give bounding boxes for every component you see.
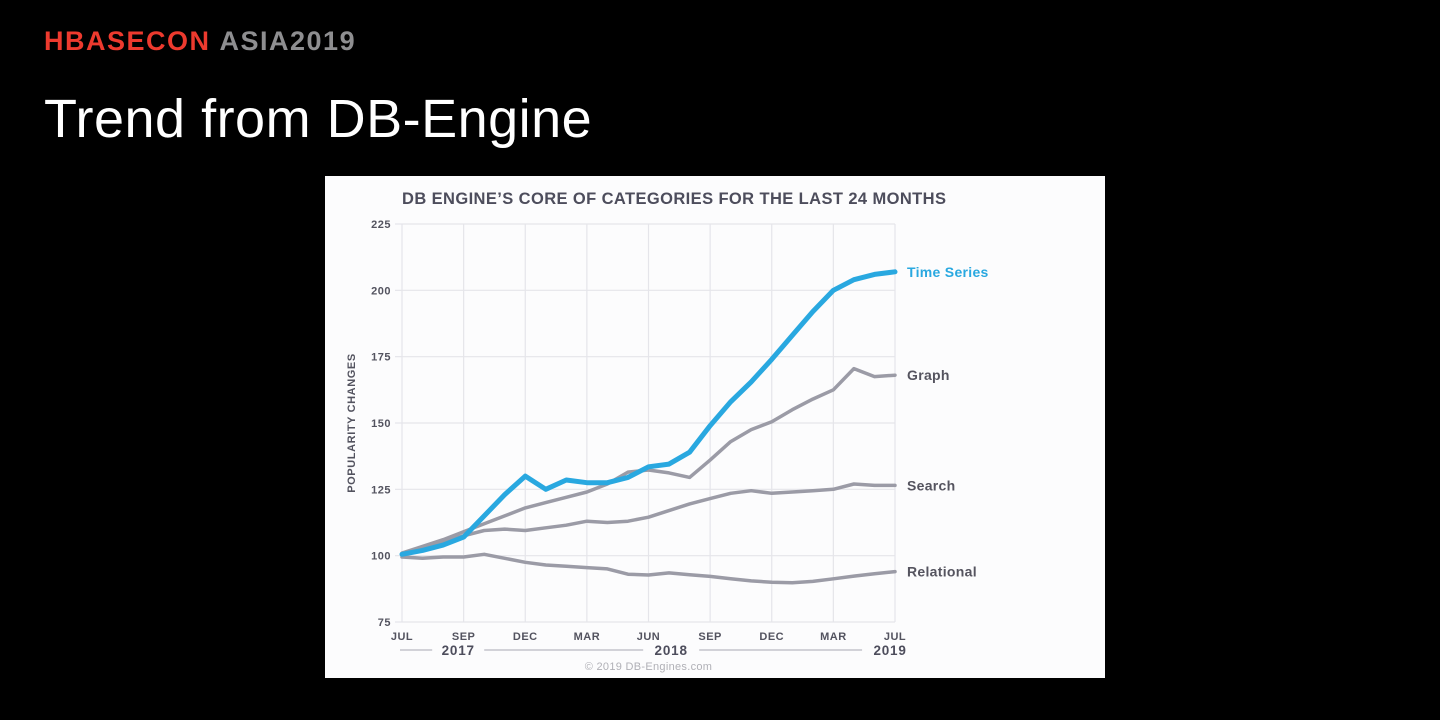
y-tick-label: 200: [371, 285, 391, 298]
y-tick-label: 175: [371, 351, 391, 364]
x-tick-label: MAR: [573, 631, 601, 643]
year-label: 2017: [441, 643, 475, 658]
line-chart: [325, 176, 1105, 678]
x-tick-label: MAR: [820, 631, 847, 643]
x-tick-label: JUL: [390, 631, 414, 643]
x-tick-label: JUN: [636, 631, 661, 643]
year-axis: [400, 643, 907, 658]
x-tick-label: DEC: [512, 631, 538, 643]
x-tick-label: SEP: [698, 631, 722, 643]
y-tick-label: 225: [371, 219, 391, 231]
year-label: 2018: [654, 643, 688, 658]
year-label: 2019: [873, 643, 907, 658]
legend-label-graph: Graph: [907, 367, 950, 384]
y-tick-label: 100: [371, 550, 391, 563]
legend-label-relational: Relational: [907, 563, 977, 580]
legend-label-search: Search: [907, 477, 956, 494]
logo-brand-hbasecon: HBASECON: [44, 26, 211, 56]
y-tick-label: 75: [377, 617, 391, 629]
chart-footer-credit: © 2019 DB-Engines.com: [584, 661, 713, 673]
chart-panel: [325, 176, 1105, 678]
legend-label-time-series: Time Series: [907, 263, 989, 280]
chart-title: DB ENGINE’S CORE OF CATEGORIES FOR THE LAST 24 MONTHS: [402, 190, 947, 208]
y-tick-label: 125: [371, 484, 391, 497]
y-tick-label: 150: [371, 418, 391, 430]
x-tick-label: SEP: [451, 631, 476, 643]
conference-logo: [44, 26, 356, 57]
y-axis-label: POPULARITY CHANGES: [346, 353, 358, 493]
x-tick-label: JUL: [883, 631, 907, 643]
slide-title: Trend from DB-Engine: [44, 89, 593, 149]
x-tick-label: DEC: [759, 631, 785, 643]
logo-suffix-asia2019: ASIA2019: [219, 26, 357, 56]
